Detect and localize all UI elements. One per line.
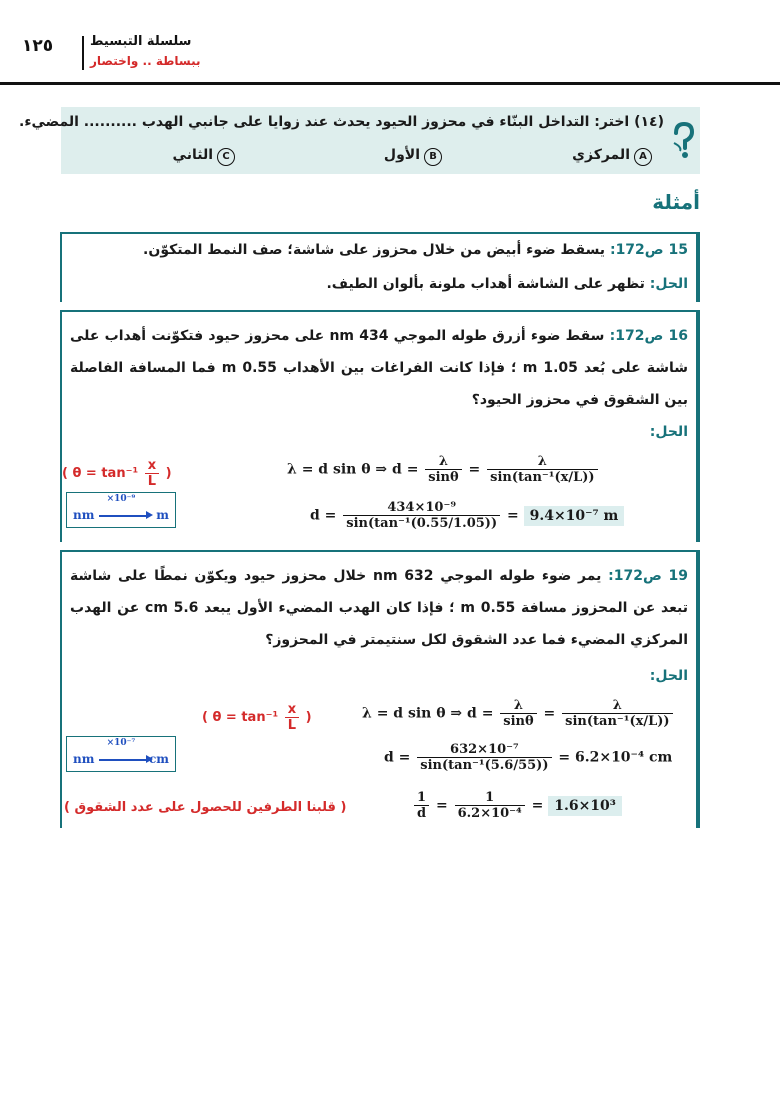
example-19-eq1-frac2 bbox=[562, 698, 672, 729]
question-options bbox=[61, 147, 700, 169]
option-b-label: الأول bbox=[383, 147, 420, 163]
example-19-question bbox=[70, 560, 688, 656]
example-19-eq2-frac bbox=[417, 742, 551, 773]
example-19-eq1-num2: λ bbox=[562, 698, 672, 714]
example-19-eq3-lhs-frac bbox=[414, 790, 429, 821]
example-19-equation-2: d = $\frac{\text{632×10⁻⁷}}{\text{sin(tan⁻¹(5.6/55))}}$ = 6.2×10⁻⁴ cm bbox=[384, 742, 673, 773]
example-16-theta-num: x bbox=[145, 458, 159, 474]
example-19-theta-num: x bbox=[285, 702, 299, 718]
example-19-eq3-den: 6.2×10⁻⁴ bbox=[457, 806, 522, 821]
example-19-solution-label bbox=[70, 668, 688, 684]
example-19-equation-1: λ = d sin θ ⇒ d = $\frac{\lambda}{\sin\theta}$ = $\frac{\lambda}{\text{sin(tan⁻¹(x/L))}}$ bbox=[362, 698, 675, 729]
example-16-eq2-num: 434×10⁻⁹ bbox=[343, 500, 500, 516]
page-header bbox=[22, 34, 780, 78]
example-16-eq1-num: λ bbox=[425, 454, 461, 470]
example-15-solution-text: تظهر على الشاشة أهداب ملونة بألوان الطيف. bbox=[326, 276, 645, 292]
conversion-arrow-icon bbox=[99, 759, 149, 761]
example-19-inverse-note: ( قلبنا الطرفين للحصول على عدد الشقوق ) bbox=[64, 800, 347, 815]
example-19-inverse-note-text: قلبنا الطرفين للحصول على عدد الشقوق bbox=[74, 800, 336, 815]
conversion-arrow-icon bbox=[99, 515, 149, 517]
example-19-conv-to: cm bbox=[148, 752, 169, 766]
example-19-theta-expr: θ = tan⁻¹ bbox=[212, 710, 279, 725]
example-19-eq1-frac bbox=[500, 698, 536, 729]
option-b[interactable] bbox=[384, 147, 442, 166]
example-16-unit-conversion bbox=[66, 492, 176, 528]
example-16-question bbox=[70, 320, 688, 416]
example-15 bbox=[60, 232, 700, 302]
example-19-ref: 19 ص172: bbox=[608, 568, 689, 584]
example-19-eq2-den: sin(tan⁻¹(5.6/55)) bbox=[420, 758, 549, 773]
example-19-conv-factor: ×10⁻⁷ bbox=[106, 738, 136, 748]
example-16-result: 9.4×10⁻⁷ m bbox=[524, 506, 625, 526]
example-15-text: يسقط ضوء أبيض من خلال محزوز على شاشة؛ صف النمط المتكوّن. bbox=[143, 242, 606, 258]
option-a-badge: A bbox=[634, 148, 652, 166]
example-16-theta-hint: ( θ = tan⁻¹ $\frac{x}{L}$ ) bbox=[62, 458, 172, 489]
example-19-eq3-frac bbox=[455, 790, 525, 821]
example-16-theta-den: L bbox=[147, 474, 157, 489]
example-15-ref: 15 ص172: bbox=[609, 242, 688, 258]
example-19-unit-conversion bbox=[66, 736, 176, 772]
example-19-theta-frac bbox=[285, 702, 299, 733]
option-a[interactable] bbox=[572, 147, 652, 166]
example-19-equation-3: $\frac{1}{d}$ = $\frac{1}{\text{6.2×10⁻⁴}}$ = 1.6×10³ bbox=[412, 790, 622, 821]
example-15-solution bbox=[70, 276, 688, 292]
example-19-eq1-lhs: λ = d sin θ ⇒ d = bbox=[362, 705, 494, 722]
page-number: ١٢٥ bbox=[22, 36, 54, 56]
option-c-badge: C bbox=[217, 148, 235, 166]
example-15-question bbox=[70, 242, 688, 258]
example-16-conv-factor: ×10⁻⁹ bbox=[106, 494, 136, 504]
example-16 bbox=[60, 310, 700, 542]
example-16-eq1-num2: λ bbox=[487, 454, 597, 470]
example-16-ref: 16 ص172: bbox=[609, 328, 689, 344]
example-19-eq3-num: 1 bbox=[455, 790, 525, 806]
example-16-eq1-lhs: λ = d sin θ ⇒ d = bbox=[287, 461, 419, 478]
example-16-solution-label-text: الحل: bbox=[649, 424, 688, 440]
example-16-eq2-den: sin(tan⁻¹(0.55/1.05)) bbox=[346, 516, 498, 531]
question-text: (١٤) اختر: التداخل البنّاء في محزوز الحيود يحدث عند زوايا على جانبي الهدب .......... المضيء. bbox=[19, 114, 664, 130]
example-19-result: 1.6×10³ bbox=[548, 796, 622, 816]
example-16-text: سقط ضوء أزرق طوله الموجي 434 nm على محزوز حيود فتكوّنت أهداب على شاشة على بُعد 1.05 m ؛ فإذا كانت الفراغات بين الأهداب 0.55 m فما المسافة الفاصلة بين الشقوق في محزوز الحيود؟ bbox=[70, 328, 689, 408]
example-19-eq1-den: sinθ bbox=[503, 714, 534, 729]
example-16-conv-from: nm bbox=[73, 508, 95, 522]
example-19-conv-from: nm bbox=[73, 752, 95, 766]
example-16-eq1-frac2 bbox=[487, 454, 597, 485]
conversion-arrowhead-icon bbox=[146, 511, 153, 519]
example-19-theta-hint: ( θ = tan⁻¹ $\frac{x}{L}$ ) bbox=[202, 702, 312, 733]
example-16-eq1-den: sinθ bbox=[428, 470, 459, 485]
example-16-eq1-den2: sin(tan⁻¹(x/L)) bbox=[490, 470, 595, 485]
example-16-eq2-frac bbox=[343, 500, 500, 531]
section-title: أمثلة bbox=[652, 190, 700, 214]
example-19-eq3-lhs-den: d bbox=[417, 806, 427, 821]
example-16-theta-frac bbox=[145, 458, 159, 489]
example-16-equation-2: d = $\frac{\text{434×10⁻⁹}}{\text{sin(tan⁻¹(0.55/1.05))}}$ = 9.4×10⁻⁷ m bbox=[310, 500, 624, 531]
example-19-solution-label-text: الحل: bbox=[649, 668, 688, 684]
example-15-solution-label: الحل: bbox=[649, 276, 688, 292]
example-16-conv-to: m bbox=[156, 508, 169, 522]
header-divider bbox=[82, 36, 84, 70]
example-19-theta-den: L bbox=[287, 718, 297, 733]
example-19 bbox=[60, 550, 700, 828]
example-16-theta-expr: θ = tan⁻¹ bbox=[72, 466, 139, 481]
option-c[interactable] bbox=[173, 147, 235, 166]
example-16-equation-1: λ = d sin θ ⇒ d = $\frac{\lambda}{\sin\theta}$ = $\frac{\lambda}{\text{sin(tan⁻¹(x/L))}}$ bbox=[287, 454, 600, 485]
example-19-eq1-num: λ bbox=[500, 698, 536, 714]
example-16-eq1-frac bbox=[425, 454, 461, 485]
question-box bbox=[19, 107, 700, 174]
example-19-text: يمر ضوء طوله الموجي 632 nm خلال محزوز حيود ويكوّن نمطًا على شاشة تبعد عن المحزوز مسافة 0.55 m ؛ فإذا كان الهدب المضيء الأول يبعد 5.6 cm عن الهدب المركزي المضيء فما عدد الشقوق لكل سنتيمتر في المحزوز؟ bbox=[70, 568, 688, 648]
example-19-eq2-num: 632×10⁻⁷ bbox=[417, 742, 551, 758]
option-a-label: المركزي bbox=[572, 147, 630, 163]
series-title: سلسلة التبسيط bbox=[90, 34, 192, 49]
series-tagline: ببساطة .. واختصار bbox=[90, 54, 201, 68]
example-19-eq1-den2: sin(tan⁻¹(x/L)) bbox=[565, 714, 670, 729]
header-rule bbox=[0, 82, 780, 85]
option-b-badge: B bbox=[424, 148, 442, 166]
example-16-solution-label bbox=[70, 424, 688, 440]
example-19-eq3-lhs-num: 1 bbox=[414, 790, 429, 806]
example-19-eq2-result: = 6.2×10⁻⁴ cm bbox=[558, 749, 673, 766]
option-c-label: الثاني bbox=[172, 147, 213, 163]
